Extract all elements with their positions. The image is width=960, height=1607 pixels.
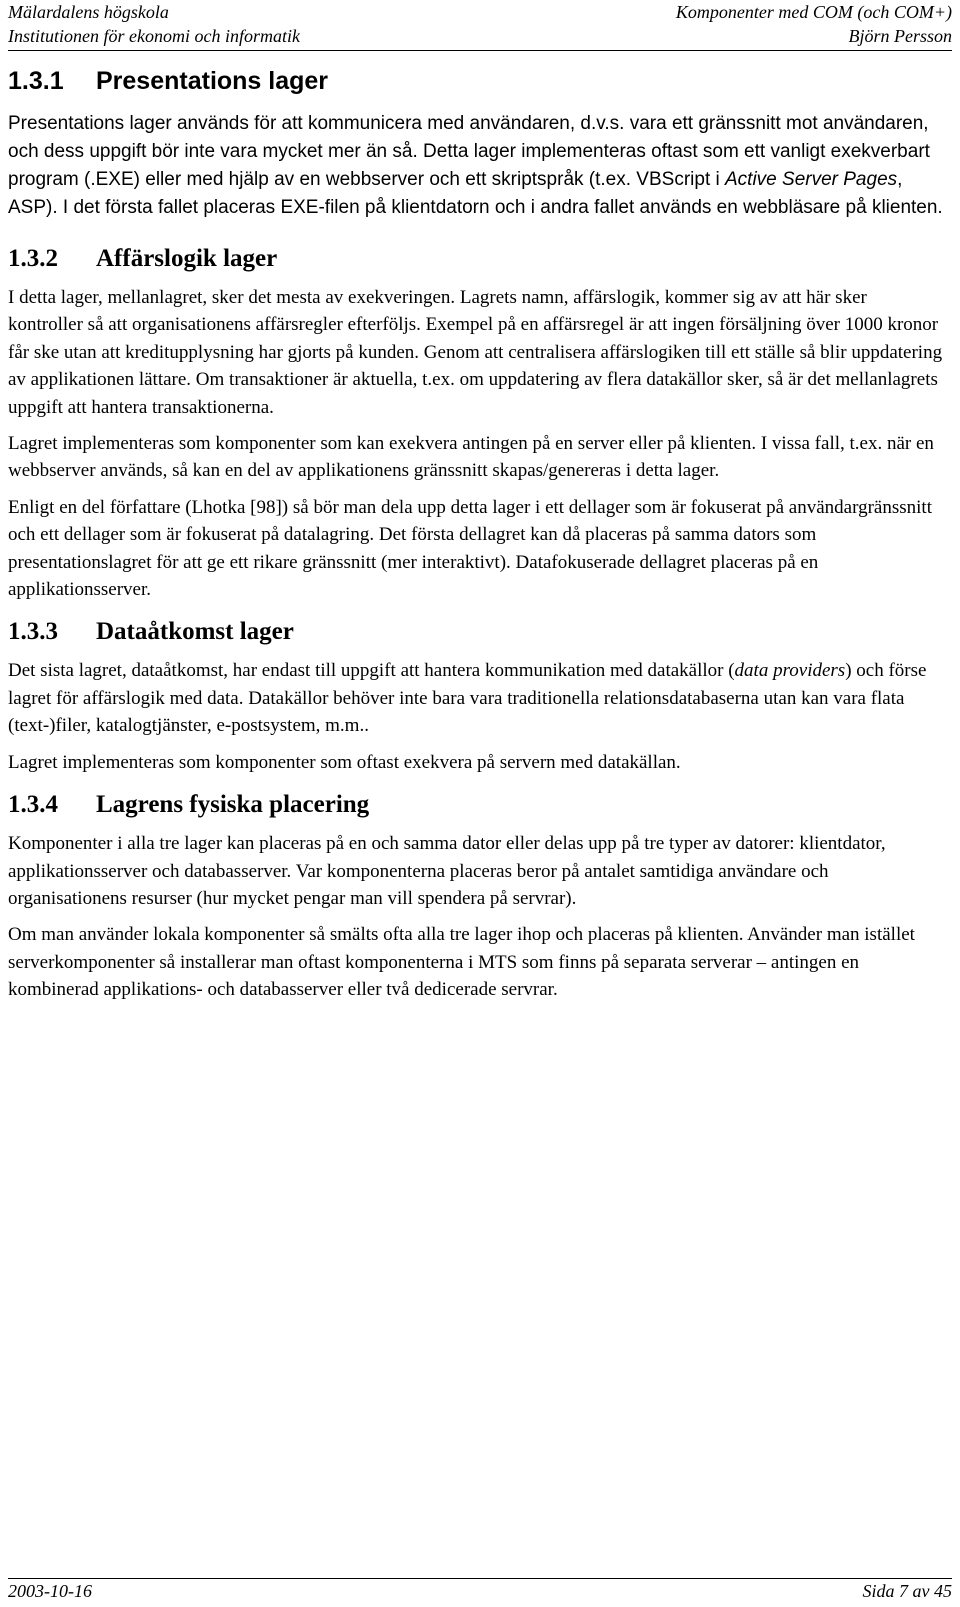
paragraph: Enligt en del författare (Lhotka [98]) så bör man dela upp detta lager i ett dellager som är fokuserat på användargränssnitt och ett dellager som är fokuserat på datalagring. Det första dellagret kan då placeras på samma dators som presentationslagret för att ge ett rikare gränssnitt (mer interaktivt). Datafokuserade dellagret placeras på en applikationsserver. <box>8 496 932 601</box>
page-header <box>8 0 952 48</box>
section-title: Lagrens fysiska placering <box>96 791 370 819</box>
section-heading-data-access <box>8 617 946 647</box>
header-doc-title: Komponenter med COM (och COM+) <box>675 2 952 22</box>
paragraph: I detta lager, mellanlagret, sker det mesta av exekveringen. Lagrets namn, affärslogik, kommer sig av att här sker kontroller så att organisationens affärsregler efterföljs. Exempel på en affärsregel är att ingen försäljning över 1000 kronor får ske utan att kreditupplysning har gjorts på kunden. Genom att centralisera affärslogiken till ett ställe så blir uppdatering av applikationen lättare. Om transaktioner är aktuella, t.ex. om uppdatering av flera datakällor sker, så är det mellanlagrets uppgift att hantera transaktionerna. <box>8 287 943 418</box>
section-number: 1.3.3 <box>8 618 58 646</box>
header-institution: Institutionen för ekonomi och informatik <box>8 26 300 46</box>
header-school: Mälardalens högskola <box>8 2 169 22</box>
paragraph: Presentations lager används för att kommunicera med användaren, d.v.s. vara ett gränssnitt mot användaren, och dess uppgift bör inte vara mycket mer än så. Detta lager implementeras oftast som ett vanligt exekverbart program (.EXE) eller med hjälp av en webbserver och ett skriptspråk (t.ex. VBScript i Active Server Pages, ASP). I det första fallet placeras EXE-filen på klientdatorn och i andra fallet används en webbläsare på klienten. <box>8 113 943 218</box>
header-divider <box>8 50 952 51</box>
section-heading-physical-placement <box>8 790 946 820</box>
emphasis-text: data providers <box>734 660 846 682</box>
paragraph: Lagret implementeras som komponenter som oftast exekvera på servern med datakällan. <box>8 751 681 773</box>
paragraph: Komponenter i alla tre lager kan placeras på en och samma dator eller delas upp på tre typer av datorer: klientdator, applikationsserver och databasserver. Var komponenterna placeras beror på antalet samtidiga användare och organisationens resurser (hur mycket pengar man vill spendera på servrar). <box>8 833 886 909</box>
section-heading-presentation <box>8 66 946 96</box>
footer-date: 2003-10-16 <box>8 1581 92 1601</box>
section-title: Affärslogik lager <box>96 245 278 272</box>
document-body <box>8 62 946 1013</box>
section-number: 1.3.4 <box>8 791 58 819</box>
header-author: Björn Persson <box>848 26 952 46</box>
section-number: 1.3.2 <box>8 245 58 272</box>
section-title: Dataåtkomst lager <box>96 618 294 646</box>
emphasis-text: Active Server Pages <box>725 169 898 190</box>
paragraph: Lagret implementeras som komponenter som kan exekvera antingen på en server eller på klienten. I vissa fall, t.ex. när en webbserver används, så kan en del av applikationens gränssnitt skapas/genereras i detta lager. <box>8 433 934 482</box>
section-title: Presentations lager <box>96 67 329 95</box>
section-number: 1.3.1 <box>8 67 64 95</box>
paragraph: Det sista lagret, dataåtkomst, har endast till uppgift att hantera kommunikation med datakällor (data providers) och förse lagret för affärslogik med data. Datakällor behöver inte bara vara traditionella relationsdatabaserna utan kan vara flata (text-)filer, katalogtjänster, e-postsystem, m.m.. <box>8 660 927 737</box>
paragraph: Om man använder lokala komponenter så smälts ofta alla tre lager ihop och placeras på klienten. Använder man istället serverkomponenter så installerar man oftast komponenterna i MTS som finns på separata serverar – antingen en kombinerad applikations- och databasserver eller två dedicerade servrar. <box>8 924 915 1001</box>
section-heading-business-logic <box>8 244 946 274</box>
page-footer <box>8 1579 952 1603</box>
page-number: Sida 7 av 45 <box>862 1581 952 1601</box>
